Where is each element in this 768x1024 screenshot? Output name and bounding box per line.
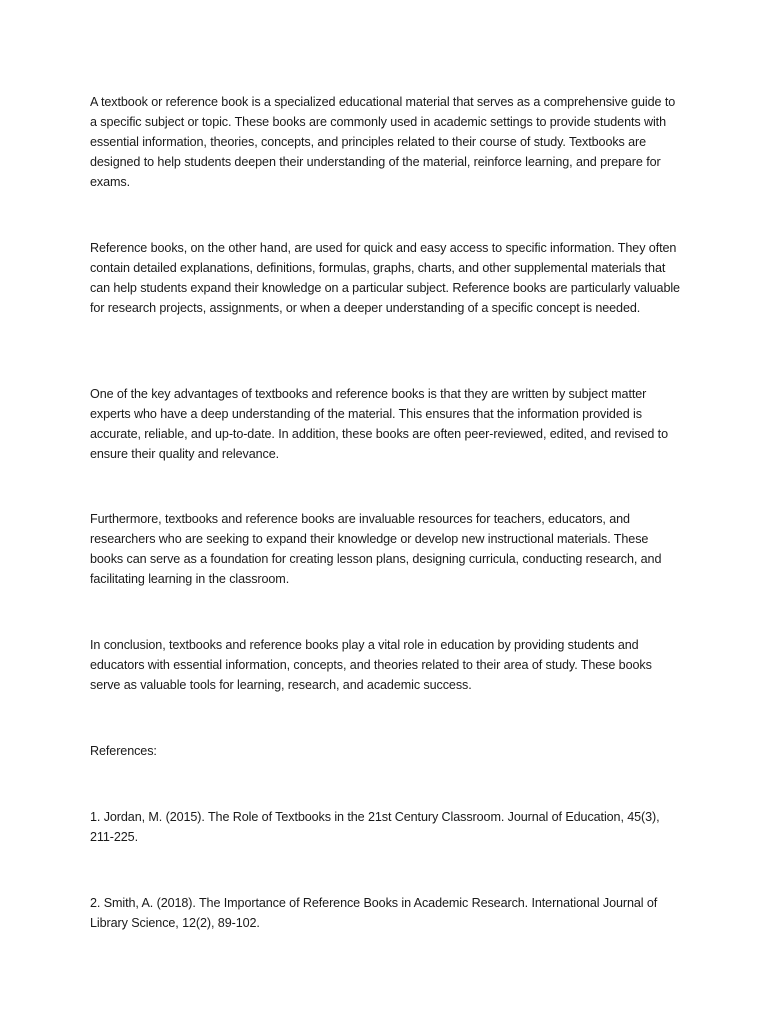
paragraph-conclusion: In conclusion, textbooks and reference books play a vital role in education by providing students and educators with essential information, concepts, and theories related to their area of study. These books serve as valuable tools for learning, research, and academic success.: [90, 638, 652, 692]
paragraph-furthermore: Furthermore, textbooks and reference books are invaluable resources for teachers, educators, and researchers who are seeking to expand their knowledge or develop new instructional materials. These books can serve as a foundation for creating lesson plans, designing curricula, conducting research, and facilitating learning in the classroom.: [90, 512, 662, 586]
paragraph-advantages: One of the key advantages of textbooks and reference books is that they are written by subject matter experts who have a deep understanding of the material. This ensures that the information provided is accurate, reliable, and up-to-date. In addition, these books are often peer-reviewed, edited, and revised to ensure their quality and relevance.: [90, 387, 668, 461]
reference-item: 1. Jordan, M. (2015). The Role of Textbooks in the 21st Century Classroom. Journal of Education, 45(3), 211-225.: [90, 810, 660, 844]
reference-item: 2. Smith, A. (2018). The Importance of Reference Books in Academic Research. International Journal of Library Science, 12(2), 89-102.: [90, 896, 658, 930]
paragraph-intro: A textbook or reference book is a specialized educational material that serves as a comprehensive guide to a specific subject or topic. These books are commonly used in academic settings to provide students with essential information, theories, concepts, and principles related to their course of study. Textbooks are designed to help students deepen their understanding of the material, reinforce learning, and prepare for exams.: [90, 95, 676, 189]
paragraph-reference-books: Reference books, on the other hand, are used for quick and easy access to specific information. They often contain detailed explanations, definitions, formulas, graphs, charts, and other supplemental materials that can help students expand their knowledge on a particular subject. Reference books are particularly valuable for research projects, assignments, or when a deeper understanding of a specific concept is needed.: [90, 241, 680, 315]
references-heading: References:: [90, 744, 157, 758]
